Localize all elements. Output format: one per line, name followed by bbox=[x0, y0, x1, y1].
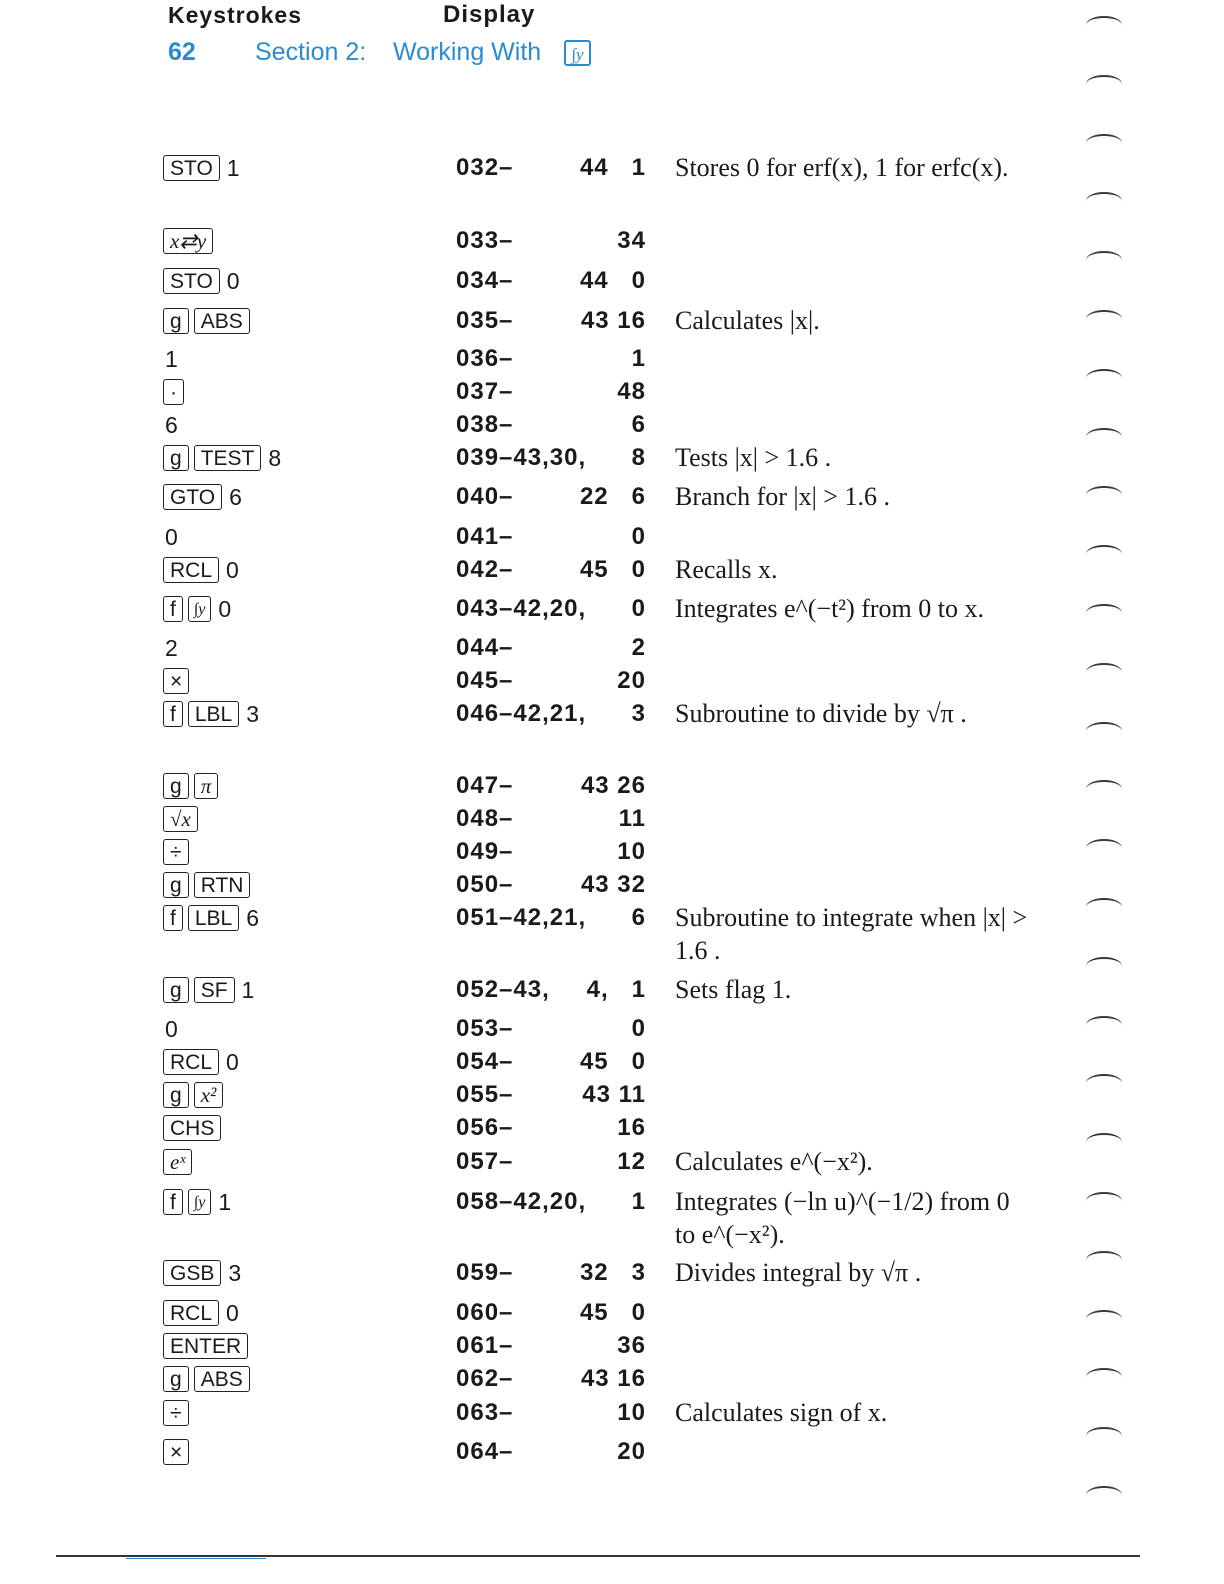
integrate-key-icon: ∫y bbox=[564, 40, 591, 66]
calculator-key: GSB bbox=[163, 1260, 221, 1286]
display-code bbox=[456, 344, 646, 374]
keystrokes bbox=[163, 410, 178, 440]
calculator-key: π bbox=[194, 773, 219, 799]
binding-hole bbox=[1086, 545, 1122, 563]
line-number: 057– bbox=[456, 1148, 514, 1175]
calculator-key: SF bbox=[194, 977, 235, 1003]
line-number: 059– bbox=[456, 1259, 514, 1286]
section-title: Working With bbox=[393, 38, 542, 66]
program-step bbox=[0, 344, 1224, 374]
line-number: 060– bbox=[456, 1299, 514, 1326]
calculator-key: ÷ bbox=[163, 1400, 189, 1426]
key-code: 36 bbox=[617, 1332, 646, 1359]
calculator-key: f bbox=[163, 905, 183, 931]
display-code bbox=[456, 1398, 646, 1428]
key-code: 12 bbox=[617, 1148, 646, 1175]
keystrokes bbox=[163, 1398, 189, 1428]
program-step bbox=[0, 226, 1224, 256]
key-code: 3 bbox=[631, 700, 646, 727]
program-step bbox=[0, 1080, 1224, 1110]
step-description: Stores 0 for erf(x), 1 for erfc(x). bbox=[675, 153, 1009, 182]
digit-keystroke: 2 bbox=[165, 634, 178, 661]
program-step bbox=[0, 699, 1224, 729]
key-code: 43 32 bbox=[580, 871, 646, 898]
binding-hole bbox=[1086, 1133, 1122, 1151]
program-step bbox=[0, 555, 1224, 585]
keystrokes bbox=[163, 699, 259, 729]
line-number: 063– bbox=[456, 1399, 514, 1426]
display-code bbox=[456, 870, 646, 900]
program-step bbox=[0, 975, 1224, 1005]
key-code: 1 bbox=[631, 345, 646, 372]
display-code bbox=[456, 1187, 646, 1217]
display-code bbox=[456, 666, 646, 696]
line-number: 044– bbox=[456, 634, 514, 661]
keystrokes-heading: Keystrokes bbox=[168, 1, 303, 28]
key-digit: 1 bbox=[241, 976, 255, 1003]
display-code bbox=[456, 1047, 646, 1077]
display-code bbox=[456, 482, 646, 512]
keystrokes bbox=[163, 344, 178, 374]
calculator-key: CHS bbox=[163, 1115, 221, 1141]
keystrokes bbox=[163, 1298, 239, 1328]
program-step bbox=[0, 482, 1224, 512]
program-step bbox=[0, 771, 1224, 801]
calculator-key: f bbox=[163, 701, 183, 727]
calculator-key: LBL bbox=[188, 701, 239, 727]
display-code bbox=[456, 1014, 646, 1044]
line-number: 055– bbox=[456, 1081, 514, 1108]
key-code: 43 16 bbox=[580, 1365, 646, 1392]
binding-hole bbox=[1086, 486, 1122, 504]
calculator-key: × bbox=[163, 1439, 189, 1465]
display-code bbox=[456, 1364, 646, 1394]
line-number: 049– bbox=[456, 838, 514, 865]
binding-hole bbox=[1086, 75, 1122, 93]
program-step bbox=[0, 633, 1224, 663]
step-description: Recalls x. bbox=[675, 555, 778, 584]
line-number: 046–42,21, bbox=[456, 700, 587, 727]
calculator-key: eˣ bbox=[163, 1149, 192, 1175]
program-step bbox=[0, 1113, 1224, 1143]
line-number: 033– bbox=[456, 227, 514, 254]
key-code: 0 bbox=[631, 1015, 646, 1042]
keystrokes bbox=[163, 153, 240, 183]
keystrokes bbox=[163, 226, 213, 256]
keystrokes bbox=[163, 443, 281, 473]
calculator-key: LBL bbox=[188, 905, 239, 931]
key-digit: 6 bbox=[229, 483, 242, 510]
display-code bbox=[456, 903, 646, 933]
program-step bbox=[0, 1437, 1224, 1467]
keystrokes bbox=[163, 903, 259, 933]
calculator-key: RCL bbox=[163, 1049, 219, 1075]
keystrokes bbox=[163, 594, 231, 624]
program-step bbox=[0, 1298, 1224, 1328]
calculator-key: x⇄y bbox=[163, 228, 213, 254]
keystrokes bbox=[163, 1258, 241, 1288]
line-number: 051–42,21, bbox=[456, 904, 587, 931]
calculator-key: f bbox=[163, 1189, 183, 1215]
program-step bbox=[0, 666, 1224, 696]
key-code: 43 26 bbox=[580, 772, 646, 799]
keystrokes bbox=[163, 266, 240, 296]
keystrokes bbox=[163, 870, 250, 900]
keystrokes bbox=[163, 666, 189, 696]
line-number: 062– bbox=[456, 1365, 514, 1392]
step-description: Tests |x| > 1.6 . bbox=[675, 443, 832, 472]
key-code: 45 0 bbox=[579, 1048, 646, 1075]
key-code: 20 bbox=[617, 1438, 646, 1465]
display-code bbox=[456, 633, 646, 663]
key-code: 0 bbox=[631, 595, 646, 622]
key-digit: 6 bbox=[246, 904, 260, 931]
calculator-key: STO bbox=[163, 155, 220, 181]
calculator-key: ∫y bbox=[188, 596, 211, 622]
display-code bbox=[456, 153, 646, 183]
calculator-key: g bbox=[163, 773, 189, 799]
bottom-rule-accent bbox=[126, 1558, 266, 1559]
display-code bbox=[456, 306, 646, 336]
binding-hole bbox=[1086, 1074, 1122, 1092]
keystrokes bbox=[163, 975, 254, 1005]
calculator-key: g bbox=[163, 445, 189, 471]
step-description: Integrates (−ln u)^(−1/2) from 0 to e^(−x²). bbox=[675, 1187, 1010, 1249]
digit-keystroke: 0 bbox=[165, 523, 178, 550]
keystrokes bbox=[163, 1113, 221, 1143]
key-code: 45 0 bbox=[579, 556, 646, 583]
line-number: 042– bbox=[456, 556, 514, 583]
binding-hole bbox=[1086, 780, 1122, 798]
program-step bbox=[0, 1014, 1224, 1044]
binding-hole bbox=[1086, 898, 1122, 916]
binding-hole bbox=[1086, 1486, 1122, 1504]
keystrokes bbox=[163, 306, 250, 336]
key-digit: 0 bbox=[226, 1299, 239, 1326]
binding-hole bbox=[1086, 134, 1122, 152]
calculator-key: √x bbox=[163, 806, 198, 832]
step-description: Integrates e^(−t²) from 0 to x. bbox=[675, 594, 985, 623]
keystrokes bbox=[163, 555, 239, 585]
calculator-key: · bbox=[163, 379, 184, 405]
key-code: 8 bbox=[631, 444, 646, 471]
calculator-key: ABS bbox=[194, 308, 250, 334]
key-code: 4, 1 bbox=[586, 976, 646, 1003]
keystrokes bbox=[163, 482, 242, 512]
bottom-rule bbox=[56, 1555, 1140, 1557]
calculator-key: g bbox=[163, 308, 189, 334]
calculator-key: f bbox=[163, 596, 183, 622]
digit-keystroke: 1 bbox=[165, 345, 178, 372]
key-code: 6 bbox=[631, 411, 646, 438]
keystrokes bbox=[163, 522, 178, 552]
program-step bbox=[0, 1047, 1224, 1077]
binding-hole bbox=[1086, 192, 1122, 210]
keystrokes bbox=[163, 1364, 250, 1394]
step-description: Branch for |x| > 1.6 . bbox=[675, 482, 890, 511]
line-number: 036– bbox=[456, 345, 514, 372]
binding-hole bbox=[1086, 1251, 1122, 1269]
binding-hole bbox=[1086, 16, 1122, 34]
keystrokes bbox=[163, 1147, 192, 1177]
display-code bbox=[456, 975, 646, 1005]
key-code: 22 6 bbox=[579, 483, 646, 510]
binding-hole bbox=[1086, 1192, 1122, 1210]
display-code bbox=[456, 1331, 646, 1361]
calculator-key: STO bbox=[163, 268, 220, 294]
program-step bbox=[0, 804, 1224, 834]
line-number: 052–43, bbox=[456, 976, 550, 1003]
calculator-key: RCL bbox=[163, 1300, 219, 1326]
key-code: 11 bbox=[618, 805, 646, 832]
key-code: 44 1 bbox=[579, 154, 646, 181]
key-digit: 3 bbox=[246, 700, 260, 727]
program-step bbox=[0, 1258, 1224, 1288]
display-code bbox=[456, 1080, 646, 1110]
binding-hole bbox=[1086, 251, 1122, 269]
display-code bbox=[456, 410, 646, 440]
keystrokes bbox=[163, 1047, 239, 1077]
key-digit: 0 bbox=[218, 595, 232, 622]
key-code: 2 bbox=[631, 634, 646, 661]
keystrokes bbox=[163, 633, 178, 663]
line-number: 040– bbox=[456, 483, 514, 510]
display-code bbox=[456, 377, 646, 407]
key-digit: 0 bbox=[226, 556, 239, 583]
step-description: Calculates |x|. bbox=[675, 306, 820, 335]
page-number: 62 bbox=[168, 38, 196, 66]
line-number: 043–42,20, bbox=[456, 595, 587, 622]
program-step bbox=[0, 377, 1224, 407]
calculator-key: x² bbox=[194, 1082, 224, 1108]
digit-keystroke: 6 bbox=[165, 411, 178, 438]
binding-hole bbox=[1086, 604, 1122, 622]
key-code: 16 bbox=[617, 1114, 646, 1141]
program-step bbox=[0, 870, 1224, 900]
binding-hole bbox=[1086, 1427, 1122, 1445]
binding-hole bbox=[1086, 1310, 1122, 1328]
key-code: 45 0 bbox=[579, 1299, 646, 1326]
display-code bbox=[456, 443, 646, 473]
line-number: 056– bbox=[456, 1114, 514, 1141]
keystrokes bbox=[163, 377, 184, 407]
line-number: 041– bbox=[456, 523, 514, 550]
display-code bbox=[456, 1437, 646, 1467]
display-code bbox=[456, 771, 646, 801]
program-step bbox=[0, 522, 1224, 552]
line-number: 058–42,20, bbox=[456, 1188, 587, 1215]
program-step bbox=[0, 153, 1224, 183]
section-label: Section 2: bbox=[255, 38, 367, 66]
key-digit: 8 bbox=[268, 444, 282, 471]
step-description: Sets flag 1. bbox=[675, 975, 792, 1004]
line-number: 034– bbox=[456, 267, 514, 294]
calculator-key: g bbox=[163, 1366, 189, 1392]
program-step bbox=[0, 594, 1224, 624]
line-number: 047– bbox=[456, 772, 514, 799]
binding-hole bbox=[1086, 1016, 1122, 1034]
calculator-key: ENTER bbox=[163, 1333, 248, 1359]
binding-hole bbox=[1086, 957, 1122, 975]
line-number: 037– bbox=[456, 378, 514, 405]
calculator-key: ÷ bbox=[163, 839, 189, 865]
key-digit: 1 bbox=[218, 1188, 232, 1215]
keystrokes bbox=[163, 837, 189, 867]
calculator-key: RCL bbox=[163, 557, 219, 583]
display-code bbox=[456, 555, 646, 585]
program-step bbox=[0, 1331, 1224, 1361]
line-number: 048– bbox=[456, 805, 514, 832]
key-code: 32 3 bbox=[579, 1259, 646, 1286]
calculator-key: × bbox=[163, 668, 189, 694]
display-code bbox=[456, 699, 646, 729]
key-code: 20 bbox=[617, 667, 646, 694]
key-code: 0 bbox=[631, 523, 646, 550]
key-code: 1 bbox=[631, 1188, 646, 1215]
key-code: 34 bbox=[617, 227, 646, 254]
calculator-key: RTN bbox=[194, 872, 251, 898]
line-number: 061– bbox=[456, 1332, 514, 1359]
program-step bbox=[0, 1364, 1224, 1394]
binding-hole bbox=[1086, 310, 1122, 328]
binding-hole bbox=[1086, 663, 1122, 681]
calculator-key: TEST bbox=[194, 445, 262, 471]
display-code bbox=[456, 837, 646, 867]
binding-hole bbox=[1086, 1368, 1122, 1386]
calculator-key: ABS bbox=[194, 1366, 250, 1392]
display-code bbox=[456, 226, 646, 256]
display-code bbox=[456, 266, 646, 296]
program-step bbox=[0, 410, 1224, 440]
line-number: 039–43,30, bbox=[456, 444, 587, 471]
key-digit: 0 bbox=[226, 1048, 239, 1075]
key-code: 10 bbox=[617, 1399, 646, 1426]
program-step bbox=[0, 1398, 1224, 1428]
step-description: Divides integral by √π . bbox=[675, 1258, 922, 1287]
display-heading: Display bbox=[443, 1, 536, 28]
binding-hole bbox=[1086, 428, 1122, 446]
keystrokes bbox=[163, 1437, 189, 1467]
calculator-key: g bbox=[163, 977, 189, 1003]
program-step bbox=[0, 837, 1224, 867]
keystrokes bbox=[163, 1331, 248, 1361]
key-code: 43 16 bbox=[580, 307, 646, 334]
key-code: 44 0 bbox=[579, 267, 646, 294]
line-number: 045– bbox=[456, 667, 514, 694]
display-code bbox=[456, 1298, 646, 1328]
program-step bbox=[0, 266, 1224, 296]
step-description: Calculates e^(−x²). bbox=[675, 1147, 873, 1176]
keystrokes bbox=[163, 1187, 231, 1217]
digit-keystroke: 0 bbox=[165, 1015, 178, 1042]
line-number: 038– bbox=[456, 411, 514, 438]
step-description: Calculates sign of x. bbox=[675, 1398, 888, 1427]
binding-hole bbox=[1086, 839, 1122, 857]
key-code: 10 bbox=[617, 838, 646, 865]
program-step bbox=[0, 1147, 1224, 1177]
key-code: 6 bbox=[631, 904, 646, 931]
step-description: Subroutine to integrate when |x| > 1.6 . bbox=[675, 903, 1028, 965]
keystrokes bbox=[163, 771, 218, 801]
key-digit: 1 bbox=[226, 154, 240, 181]
line-number: 050– bbox=[456, 871, 514, 898]
program-step bbox=[0, 903, 1224, 965]
display-code bbox=[456, 1147, 646, 1177]
keystrokes bbox=[163, 1014, 178, 1044]
line-number: 064– bbox=[456, 1438, 514, 1465]
program-step bbox=[0, 443, 1224, 473]
display-code bbox=[456, 1113, 646, 1143]
line-number: 054– bbox=[456, 1048, 514, 1075]
display-code bbox=[456, 804, 646, 834]
display-code bbox=[456, 1258, 646, 1288]
key-code: 48 bbox=[617, 378, 646, 405]
keystrokes bbox=[163, 804, 198, 834]
key-code: 43 11 bbox=[582, 1081, 646, 1108]
key-digit: 3 bbox=[228, 1259, 242, 1286]
key-digit: 0 bbox=[226, 267, 240, 294]
line-number: 032– bbox=[456, 154, 514, 181]
display-code bbox=[456, 522, 646, 552]
line-number: 035– bbox=[456, 307, 514, 334]
calculator-key: g bbox=[163, 1082, 189, 1108]
display-code bbox=[456, 594, 646, 624]
line-number: 053– bbox=[456, 1015, 514, 1042]
calculator-key: g bbox=[163, 872, 189, 898]
calculator-key: GTO bbox=[163, 484, 222, 510]
program-step bbox=[0, 1187, 1224, 1249]
program-step bbox=[0, 306, 1224, 336]
binding-hole bbox=[1086, 369, 1122, 387]
keystrokes bbox=[163, 1080, 223, 1110]
binding-hole bbox=[1086, 722, 1122, 740]
calculator-key: ∫y bbox=[188, 1189, 211, 1215]
step-description: Subroutine to divide by √π . bbox=[675, 699, 967, 728]
